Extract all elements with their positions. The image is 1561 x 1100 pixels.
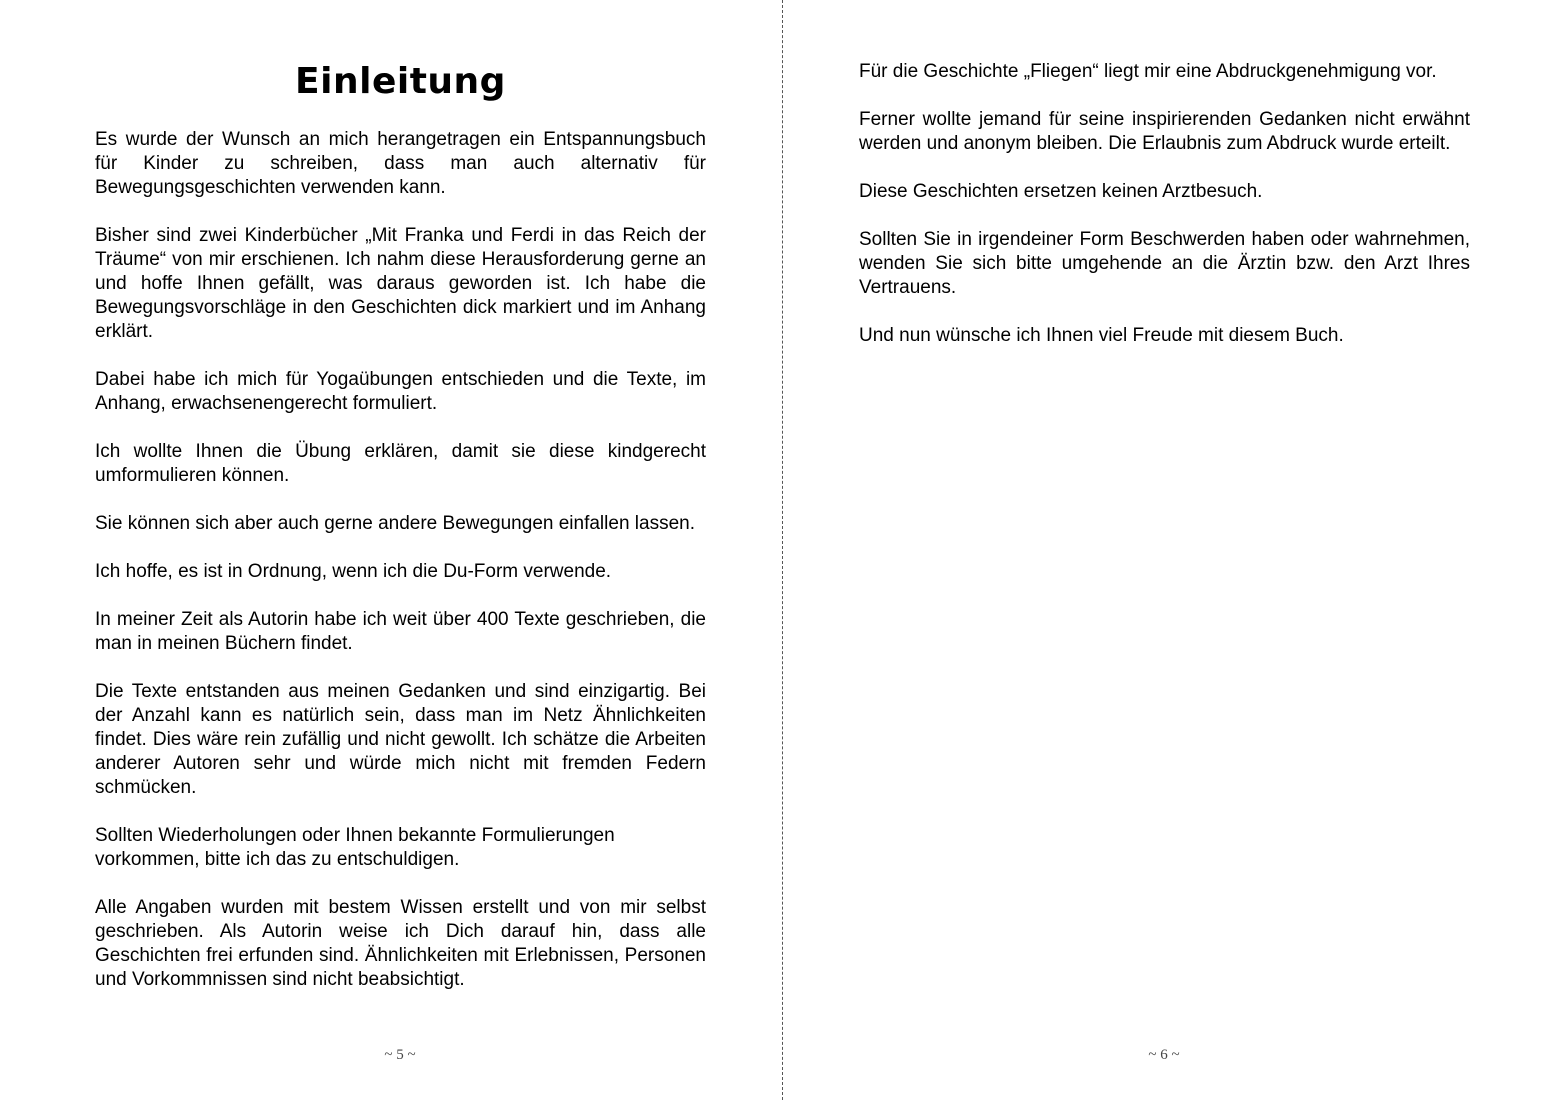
paragraph: Alle Angaben wurden mit bestem Wissen erstellt und von mir selbst geschrieben. Als Autorin weise ich Dich darauf hin, dass alle Geschichten frei erfunden sind. Ähnlichkeiten mit Erlebnissen, Personen und Vorkommnissen sind nicht beabsichtigt. (95, 897, 706, 990)
right-page-body (859, 60, 1470, 372)
paragraph: Und nun wünsche ich Ihnen viel Freude mit diesem Buch. (859, 325, 1344, 346)
paragraph: Ich hoffe, es ist in Ordnung, wenn ich die Du-Form verwende. (95, 561, 612, 582)
right-page (784, 0, 1561, 1100)
paragraph: Ferner wollte jemand für seine inspirierenden Gedanken nicht erwähnt werden und anonym bleiben. Die Erlaubnis zum Abdruck wurde erteilt. (859, 109, 1470, 154)
paragraph: In meiner Zeit als Autorin habe ich weit über 400 Texte geschrieben, die man in meinen Büchern findet. (95, 609, 706, 654)
paragraph: Für die Geschichte „Fliegen“ liegt mir eine Abdruckgenehmigung vor. (859, 61, 1437, 82)
page-title: Einleitung (295, 61, 506, 102)
paragraph: Sie können sich aber auch gerne andere Bewegungen einfallen lassen. (95, 513, 695, 534)
page-number: ~ 6 ~ (1148, 1047, 1180, 1063)
page-fold-divider (782, 0, 783, 1100)
paragraph: Es wurde der Wunsch an mich herangetragen ein Entspannungsbuch für Kinder zu schreiben, dass man auch alternativ für Bewegungsgeschichten verwenden kann. (95, 129, 706, 198)
paragraph: Bisher sind zwei Kinderbücher „Mit Franka und Ferdi in das Reich der Träume“ von mir erschienen. Ich nahm diese Herausforderung gerne an und hoffe Ihnen gefällt, was daraus geworden ist. Ich habe die Bewegungsvorschläge in den Geschichten dick markiert und im Anhang erklärt. (95, 225, 706, 342)
page-number: ~ 5 ~ (384, 1047, 416, 1063)
paragraph: Ich wollte Ihnen die Übung erklären, damit sie diese kindgerecht umformulieren können. (95, 441, 706, 486)
left-page-body (95, 128, 706, 1016)
paragraph: Die Texte entstanden aus meinen Gedanken und sind einzigartig. Bei der Anzahl kann es natürlich sein, dass man im Netz Ähnlichkeiten findet. Dies wäre rein zufällig und nicht gewollt. Ich schätze die Arbeiten anderer Autoren sehr und würde mich nicht mit fremden Federn schmücken. (95, 681, 706, 798)
paragraph: Sollten Wiederholungen oder Ihnen bekannte Formulierungen vorkommen, bitte ich das zu entschuldigen. (95, 825, 615, 870)
paragraph: Sollten Sie in irgendeiner Form Beschwerden haben oder wahrnehmen, wenden Sie sich bitte umgehende an die Ärztin bzw. den Arzt Ihres Vertrauens. (859, 229, 1470, 298)
paragraph: Dabei habe ich mich für Yogaübungen entschieden und die Texte, im Anhang, erwachsenengerecht formuliert. (95, 369, 706, 414)
paragraph: Diese Geschichten ersetzen keinen Arztbesuch. (859, 181, 1263, 202)
